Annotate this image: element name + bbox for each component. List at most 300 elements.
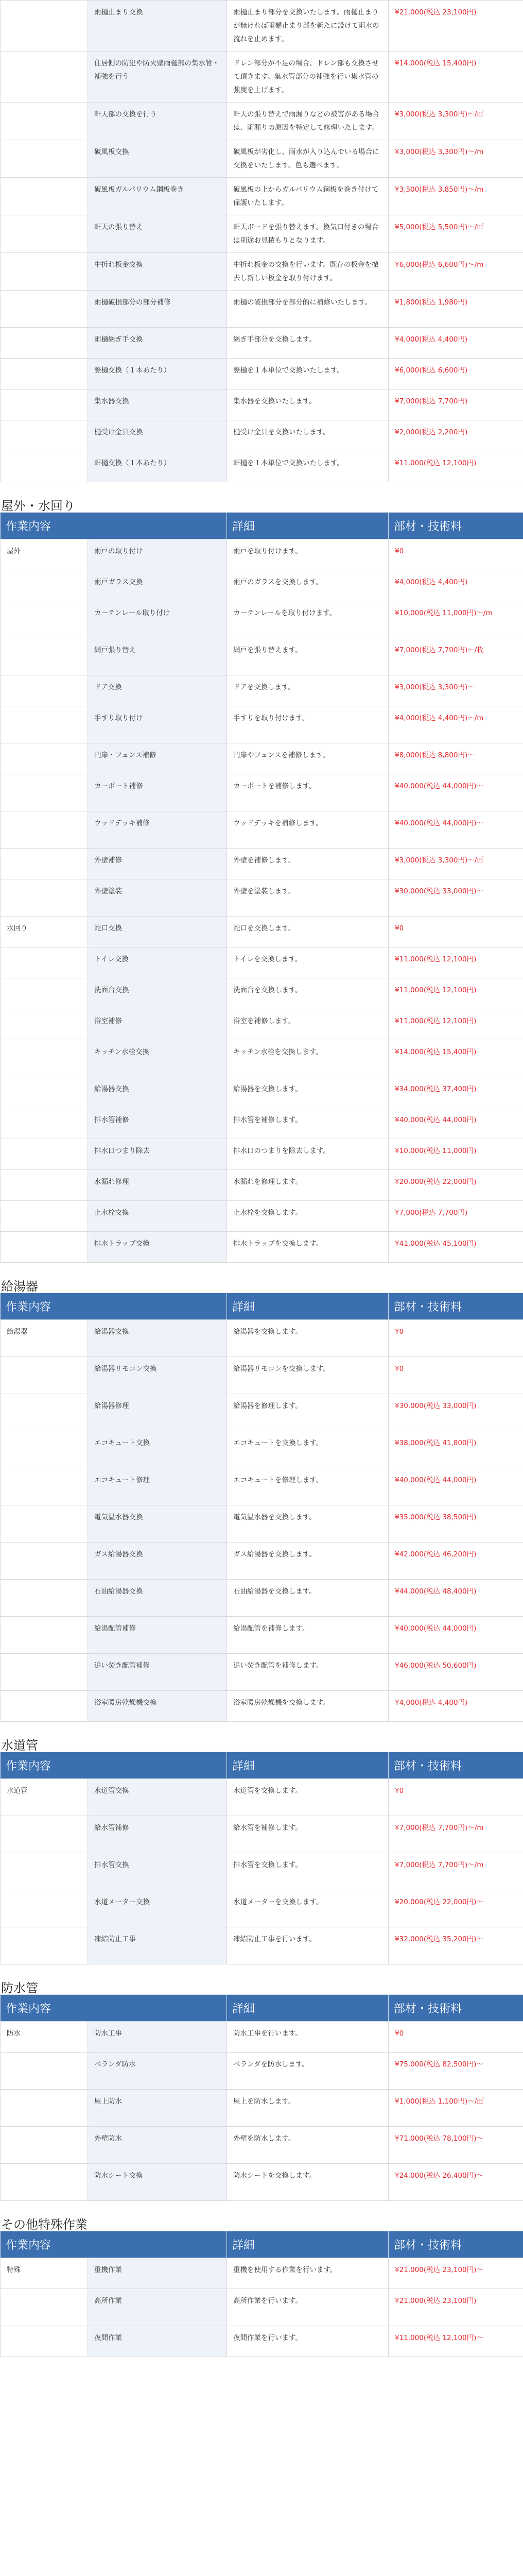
category-cell (1, 291, 88, 328)
table-row (1, 1394, 523, 1431)
category-cell (1, 1816, 88, 1853)
price-cell: ¥11,000(税込 12,100円) (389, 978, 523, 1009)
detail-cell: 給湯配管を補修します。 (227, 1617, 389, 1654)
category-cell (1, 1, 88, 52)
detail-cell: 蛇口を交換します。 (227, 917, 389, 947)
category-cell (1, 978, 88, 1009)
detail-cell: 水漏れを修理します。 (227, 1170, 389, 1201)
detail-cell: 竪樋を１本単位で交換いたします。 (227, 359, 389, 389)
price-cell: ¥0 (389, 917, 523, 947)
category-cell: 給湯器 (1, 1320, 88, 1357)
table-row (1, 103, 523, 140)
category-cell (1, 1431, 88, 1468)
work-item-cell: 外壁塗装 (88, 879, 227, 917)
detail-cell: カーテンレールを取り付けます。 (227, 601, 389, 638)
category-cell (1, 1170, 88, 1201)
table-row (1, 2022, 523, 2053)
header-price: 部材・技術料 (389, 1752, 523, 1779)
table-row (1, 2289, 523, 2326)
detail-cell: エコキュートを修理します。 (227, 1468, 389, 1505)
category-cell (1, 1505, 88, 1543)
category-cell (1, 1009, 88, 1040)
detail-cell: キッチン水栓を交換します。 (227, 1040, 389, 1077)
table-row (1, 2090, 523, 2127)
detail-cell: 破風板が劣化し、雨水が入り込んでいる場合に交換をいたします。色も選べます。 (227, 140, 389, 178)
category-cell (1, 2053, 88, 2090)
table-header-row (1, 513, 523, 539)
table-row (1, 1890, 523, 1927)
detail-cell: 重機を使用する作業を行います。 (227, 2258, 389, 2289)
price-section (0, 1263, 523, 1722)
work-item-cell: カーテンレール取り付け (88, 601, 227, 638)
work-item-cell: 軒天部の交換を行う (88, 103, 227, 140)
price-cell: ¥21,000(税込 23,100円)〜 (389, 2258, 523, 2289)
table-row (1, 451, 523, 482)
price-cell: ¥32,000(税込 35,200円)〜 (389, 1927, 523, 1964)
table-row (1, 706, 523, 743)
work-item-cell: 排水管補修 (88, 1108, 227, 1139)
table-row (1, 774, 523, 811)
price-cell: ¥3,500(税込 3,850円)〜/m (389, 178, 523, 215)
price-cell: ¥4,000(税込 4,400円) (389, 1691, 523, 1722)
detail-cell: 止水栓を交換します。 (227, 1201, 389, 1232)
category-cell (1, 2090, 88, 2127)
work-item-cell: 追い焚き配管補修 (88, 1654, 227, 1691)
detail-cell: 夜間作業を行います。 (227, 2326, 389, 2357)
work-item-cell: ウッドデッキ補修 (88, 811, 227, 849)
detail-cell: 石油給湯器を交換します。 (227, 1580, 389, 1617)
table-row (1, 1077, 523, 1108)
price-cell: ¥1,800(税込 1,980円) (389, 291, 523, 328)
price-cell: ¥5,000(税込 5,500円)〜/㎡ (389, 215, 523, 253)
table-row (1, 253, 523, 291)
header-price: 部材・技術料 (389, 2231, 523, 2258)
table-row (1, 1, 523, 52)
price-cell: ¥2,000(税込 2,200円) (389, 420, 523, 451)
category-cell (1, 215, 88, 253)
price-cell: ¥7,000(税込 7,700円)〜/m (389, 1816, 523, 1853)
price-cell: ¥20,000(税込 22,000円)〜 (389, 1890, 523, 1927)
category-cell (1, 1077, 88, 1108)
detail-cell: 雨戸を取り付けます。 (227, 539, 389, 570)
price-cell: ¥11,000(税込 12,100円) (389, 451, 523, 482)
price-cell: ¥40,000(税込 44,000円) (389, 1617, 523, 1654)
section-title: 給湯器 (1, 1279, 38, 1294)
detail-cell: 外壁を補修します。 (227, 849, 389, 879)
detail-cell: ガス給湯器を交換します。 (227, 1543, 389, 1580)
category-cell (1, 1617, 88, 1654)
detail-cell: 防水工事を行います。 (227, 2022, 389, 2053)
work-item-cell: エコキュート修理 (88, 1468, 227, 1505)
work-item-cell: カーポート補修 (88, 774, 227, 811)
category-cell (1, 2326, 88, 2357)
table-row (1, 140, 523, 178)
header-price: 部材・技術料 (389, 1293, 523, 1320)
table-row (1, 1468, 523, 1505)
detail-cell: カーポートを補修します。 (227, 774, 389, 811)
category-cell (1, 1201, 88, 1232)
table-row (1, 2127, 523, 2164)
category-cell (1, 1580, 88, 1617)
price-cell: ¥40,000(税込 44,000円)〜 (389, 774, 523, 811)
work-item-cell: ドア交換 (88, 675, 227, 706)
work-item-cell: 防水シート交換 (88, 2164, 227, 2201)
header-detail: 詳細 (227, 1293, 389, 1320)
price-table (0, 0, 523, 482)
category-cell (1, 1543, 88, 1580)
category-cell (1, 359, 88, 389)
work-item-cell: 給湯器リモコン交換 (88, 1357, 227, 1394)
price-cell: ¥7,000(税込 7,700円)〜/m (389, 1853, 523, 1890)
header-detail: 詳細 (227, 1995, 389, 2022)
table-row (1, 1139, 523, 1170)
price-section (0, 2201, 523, 2357)
work-item-cell: 給湯配管補修 (88, 1617, 227, 1654)
work-item-cell: 浴室補修 (88, 1009, 227, 1040)
header-work: 作業内容 (1, 513, 227, 539)
work-item-cell: 軒樋交換（１本あたり） (88, 451, 227, 482)
price-section (0, 0, 523, 482)
detail-cell: 高所作業を行います。 (227, 2289, 389, 2326)
table-row (1, 539, 523, 570)
price-cell: ¥20,000(税込 22,000円) (389, 1170, 523, 1201)
category-cell (1, 1691, 88, 1722)
work-item-cell: 石油給湯器交換 (88, 1580, 227, 1617)
table-row (1, 2258, 523, 2289)
table-row (1, 52, 523, 103)
category-cell (1, 2289, 88, 2326)
category-cell (1, 328, 88, 359)
category-cell (1, 1468, 88, 1505)
price-table (0, 1994, 523, 2201)
table-row (1, 1108, 523, 1139)
category-cell (1, 178, 88, 215)
category-cell (1, 1654, 88, 1691)
price-cell: ¥1,000(税込 1,100円)〜/㎡ (389, 2090, 523, 2127)
price-cell: ¥3,000(税込 3,300円)〜 (389, 675, 523, 706)
table-row (1, 1816, 523, 1853)
work-item-cell: 給水管補修 (88, 1816, 227, 1853)
table-row (1, 1654, 523, 1691)
price-section (0, 1964, 523, 2201)
work-item-cell: 電気温水器交換 (88, 1505, 227, 1543)
table-row (1, 178, 523, 215)
price-cell: ¥11,000(税込 12,100円)〜 (389, 2326, 523, 2357)
category-cell (1, 1040, 88, 1077)
price-cell: ¥6,000(税込 6,600円)〜/m (389, 253, 523, 291)
table-row (1, 1232, 523, 1263)
price-cell: ¥38,000(税込 41,800円) (389, 1431, 523, 1468)
category-cell: 水回り (1, 917, 88, 947)
price-cell: ¥71,000(税込 78,100円)〜 (389, 2127, 523, 2164)
category-cell (1, 103, 88, 140)
price-cell: ¥46,000(税込 50,600円) (389, 1654, 523, 1691)
category-cell (1, 811, 88, 849)
table-row (1, 849, 523, 879)
work-item-cell: 破風板ガルバリウム鋼板巻き (88, 178, 227, 215)
header-detail: 詳細 (227, 2231, 389, 2258)
header-work: 作業内容 (1, 1293, 227, 1320)
table-row (1, 917, 523, 947)
work-item-cell: 浴室暖房乾燥機交換 (88, 1691, 227, 1722)
category-cell (1, 420, 88, 451)
table-row (1, 215, 523, 253)
price-cell: ¥0 (389, 2022, 523, 2053)
price-cell: ¥0 (389, 539, 523, 570)
price-table (0, 1293, 523, 1722)
detail-cell: ドアを交換します。 (227, 675, 389, 706)
price-cell: ¥0 (389, 1357, 523, 1394)
header-work: 作業内容 (1, 1995, 227, 2022)
detail-cell: ベランダを防水します。 (227, 2053, 389, 2090)
detail-cell: ウッドデッキを補修します。 (227, 811, 389, 849)
price-cell: ¥40,000(税込 44,000円) (389, 1108, 523, 1139)
table-header-row (1, 1752, 523, 1779)
work-item-cell: 防水工事 (88, 2022, 227, 2053)
price-cell: ¥7,000(税込 7,700円)〜/枚 (389, 638, 523, 675)
category-cell (1, 1357, 88, 1394)
category-cell (1, 253, 88, 291)
table-row (1, 601, 523, 638)
work-item-cell: 住居側の防犯や防火壁雨樋部の集水管・補強を行う (88, 52, 227, 103)
work-item-cell: 夜間作業 (88, 2326, 227, 2357)
table-header-row (1, 1293, 523, 1320)
work-item-cell: 樋受け金具交換 (88, 420, 227, 451)
detail-cell: 外壁を塗装します。 (227, 879, 389, 917)
detail-cell: 給水管を補修します。 (227, 1816, 389, 1853)
work-item-cell: 雨戸ガラス交換 (88, 570, 227, 601)
price-cell: ¥40,000(税込 44,000円)〜 (389, 811, 523, 849)
price-cell: ¥14,000(税込 15,400円) (389, 1040, 523, 1077)
price-section (0, 1722, 523, 1964)
price-cell: ¥7,000(税込 7,700円) (389, 389, 523, 420)
work-item-cell: 手すり取り付け (88, 706, 227, 743)
category-cell (1, 774, 88, 811)
detail-cell: 水道管を交換します。 (227, 1779, 389, 1816)
price-cell: ¥40,000(税込 44,000円) (389, 1468, 523, 1505)
price-cell: ¥30,000(税込 33,000円) (389, 1394, 523, 1431)
price-cell: ¥30,000(税込 33,000円)〜 (389, 879, 523, 917)
table-row (1, 1357, 523, 1394)
detail-cell: エコキュートを交換します。 (227, 1431, 389, 1468)
detail-cell: トイレを交換します。 (227, 947, 389, 978)
category-cell: 防水 (1, 2022, 88, 2053)
detail-cell: 凍結防止工事を行います。 (227, 1927, 389, 1964)
category-cell (1, 451, 88, 482)
detail-cell: 雨樋の破損部分を部分的に補修いたします。 (227, 291, 389, 328)
category-cell: 水道管 (1, 1779, 88, 1816)
work-item-cell: 屋上防水 (88, 2090, 227, 2127)
detail-cell: 排水管を補修します。 (227, 1108, 389, 1139)
price-cell: ¥4,000(税込 4,400円) (389, 328, 523, 359)
table-row (1, 638, 523, 675)
work-item-cell: 排水口つまり除去 (88, 1139, 227, 1170)
price-cell: ¥0 (389, 1320, 523, 1357)
table-row (1, 1779, 523, 1816)
work-item-cell: 雨樋継ぎ手交換 (88, 328, 227, 359)
detail-cell: 破風板の上からガルバリウム鋼板を巻き付けて保護いたします。 (227, 178, 389, 215)
table-row (1, 1543, 523, 1580)
table-row (1, 1009, 523, 1040)
category-cell: 特殊 (1, 2258, 88, 2289)
work-item-cell: 中折れ板金交換 (88, 253, 227, 291)
table-row (1, 1320, 523, 1357)
price-cell: ¥11,000(税込 12,100円) (389, 1009, 523, 1040)
detail-cell: 軒樋を１本単位で交換いたします。 (227, 451, 389, 482)
work-item-cell: 外壁防水 (88, 2127, 227, 2164)
work-item-cell: 破風板交換 (88, 140, 227, 178)
work-item-cell: 蛇口交換 (88, 917, 227, 947)
detail-cell: 雨樋止まり部分を交換いたします。雨樋止まりが無ければ雨樋止まり部を新たに設けて雨水の流れを止めます。 (227, 1, 389, 52)
category-cell (1, 2127, 88, 2164)
price-cell: ¥34,000(税込 37,400円) (389, 1077, 523, 1108)
detail-cell: 浴室を補修します。 (227, 1009, 389, 1040)
detail-cell: 洗面台を交換します。 (227, 978, 389, 1009)
category-cell (1, 389, 88, 420)
detail-cell: 排水口のつまりを除去します。 (227, 1139, 389, 1170)
price-cell: ¥14,000(税込 15,400円) (389, 52, 523, 103)
table-row (1, 291, 523, 328)
work-item-cell: 外壁補修 (88, 849, 227, 879)
price-cell: ¥35,000(税込 38,500円) (389, 1505, 523, 1543)
work-item-cell: 給湯器交換 (88, 1320, 227, 1357)
table-row (1, 811, 523, 849)
detail-cell: 軒天の張り替えで雨漏りなどの被害がある場合は、雨漏りの原因を特定して修理いたします。 (227, 103, 389, 140)
detail-cell: 給湯器を交換します。 (227, 1320, 389, 1357)
table-row (1, 570, 523, 601)
work-item-cell: 軒天の張り替え (88, 215, 227, 253)
section-title: 水道管 (1, 1738, 38, 1753)
price-cell: ¥4,000(税込 4,400円) (389, 570, 523, 601)
work-item-cell: 給湯器交換 (88, 1077, 227, 1108)
work-item-cell: ガス給湯器交換 (88, 1543, 227, 1580)
table-row (1, 1201, 523, 1232)
price-table (0, 512, 523, 1263)
detail-cell: 給湯器を交換します。 (227, 1077, 389, 1108)
category-cell (1, 1927, 88, 1964)
table-header-row (1, 2231, 523, 2258)
detail-cell: 防水シートを交換します。 (227, 2164, 389, 2201)
table-row (1, 1691, 523, 1722)
price-cell: ¥11,000(税込 12,100円) (389, 947, 523, 978)
price-table (0, 1752, 523, 1964)
price-cell: ¥3,000(税込 3,300円)〜/m (389, 140, 523, 178)
header-price: 部材・技術料 (389, 513, 523, 539)
header-work: 作業内容 (1, 1752, 227, 1779)
price-cell: ¥10,000(税込 11,000円)〜/m (389, 601, 523, 638)
work-item-cell: トイレ交換 (88, 947, 227, 978)
table-row (1, 2326, 523, 2357)
detail-cell: 中折れ板金の交換を行います。既存の板金を撤去し新しい板金を取り付けます。 (227, 253, 389, 291)
price-cell: ¥3,000(税込 3,300円)〜/㎡ (389, 849, 523, 879)
table-row (1, 947, 523, 978)
detail-cell: 水道メーターを交換します。 (227, 1890, 389, 1927)
category-cell (1, 849, 88, 879)
price-cell: ¥7,000(税込 7,700円) (389, 1201, 523, 1232)
work-item-cell: 雨樋破損部分の部分補修 (88, 291, 227, 328)
work-item-cell: 網戸張り替え (88, 638, 227, 675)
table-row (1, 978, 523, 1009)
table-row (1, 879, 523, 917)
price-cell: ¥41,000(税込 45,100円) (389, 1232, 523, 1263)
table-row (1, 359, 523, 389)
work-item-cell: 水道管交換 (88, 1779, 227, 1816)
work-item-cell: 雨戸の取り付け (88, 539, 227, 570)
price-section (0, 482, 523, 1263)
work-item-cell: 高所作業 (88, 2289, 227, 2326)
detail-cell: 電気温水器を交換します。 (227, 1505, 389, 1543)
work-item-cell: ベランダ防水 (88, 2053, 227, 2090)
table-row (1, 1040, 523, 1077)
table-row (1, 1431, 523, 1468)
category-cell (1, 601, 88, 638)
price-cell: ¥75,000(税込 82,500円)〜 (389, 2053, 523, 2090)
table-row (1, 420, 523, 451)
header-detail: 詳細 (227, 1752, 389, 1779)
price-cell: ¥4,000(税込 4,400円)〜/m (389, 706, 523, 743)
detail-cell: 継ぎ手部分を交換します。 (227, 328, 389, 359)
detail-cell: 網戸を張り替えます。 (227, 638, 389, 675)
detail-cell: 外壁を防水します。 (227, 2127, 389, 2164)
category-cell (1, 1853, 88, 1890)
detail-cell: 集水器を交換いたします。 (227, 389, 389, 420)
category-cell (1, 570, 88, 601)
price-cell: ¥3,000(税込 3,300円)〜/㎡ (389, 103, 523, 140)
work-item-cell: 水漏れ修理 (88, 1170, 227, 1201)
section-title: その他特殊作業 (1, 2217, 88, 2232)
detail-cell: 屋上を防水します。 (227, 2090, 389, 2127)
table-header-row (1, 1995, 523, 2022)
table-row (1, 1505, 523, 1543)
work-item-cell: キッチン水栓交換 (88, 1040, 227, 1077)
table-row (1, 743, 523, 774)
detail-cell: 排水トラップを交換します。 (227, 1232, 389, 1263)
price-cell: ¥6,000(税込 6,600円) (389, 359, 523, 389)
work-item-cell: エコキュート交換 (88, 1431, 227, 1468)
category-cell (1, 1108, 88, 1139)
price-cell: ¥0 (389, 1779, 523, 1816)
work-item-cell: 排水トラップ交換 (88, 1232, 227, 1263)
table-row (1, 328, 523, 359)
work-item-cell: 給湯器修理 (88, 1394, 227, 1431)
table-row (1, 1853, 523, 1890)
detail-cell: 給湯器リモコンを交換します。 (227, 1357, 389, 1394)
price-cell: ¥8,000(税込 8,800円)〜 (389, 743, 523, 774)
category-cell (1, 675, 88, 706)
detail-cell: 軒天ボードを張り替えます。換気口付きの場合は別途お見積もりとなります。 (227, 215, 389, 253)
table-row (1, 389, 523, 420)
category-cell (1, 1890, 88, 1927)
category-cell (1, 1394, 88, 1431)
work-item-cell: 排水管交換 (88, 1853, 227, 1890)
work-item-cell: 洗面台交換 (88, 978, 227, 1009)
detail-cell: 門扉やフェンスを補修します。 (227, 743, 389, 774)
work-item-cell: 凍結防止工事 (88, 1927, 227, 1964)
table-row (1, 2164, 523, 2201)
category-cell (1, 706, 88, 743)
section-title: 屋外・水回り (1, 499, 75, 513)
section-title: 防水管 (1, 1981, 38, 1995)
detail-cell: 樋受け金具を交換いたします。 (227, 420, 389, 451)
header-price: 部材・技術料 (389, 1995, 523, 2022)
category-cell (1, 638, 88, 675)
table-row (1, 2053, 523, 2090)
price-cell: ¥44,000(税込 48,400円) (389, 1580, 523, 1617)
header-detail: 詳細 (227, 513, 389, 539)
detail-cell: 手すりを取り付けます。 (227, 706, 389, 743)
detail-cell: 浴室暖房乾燥機を交換します。 (227, 1691, 389, 1722)
category-cell (1, 52, 88, 103)
